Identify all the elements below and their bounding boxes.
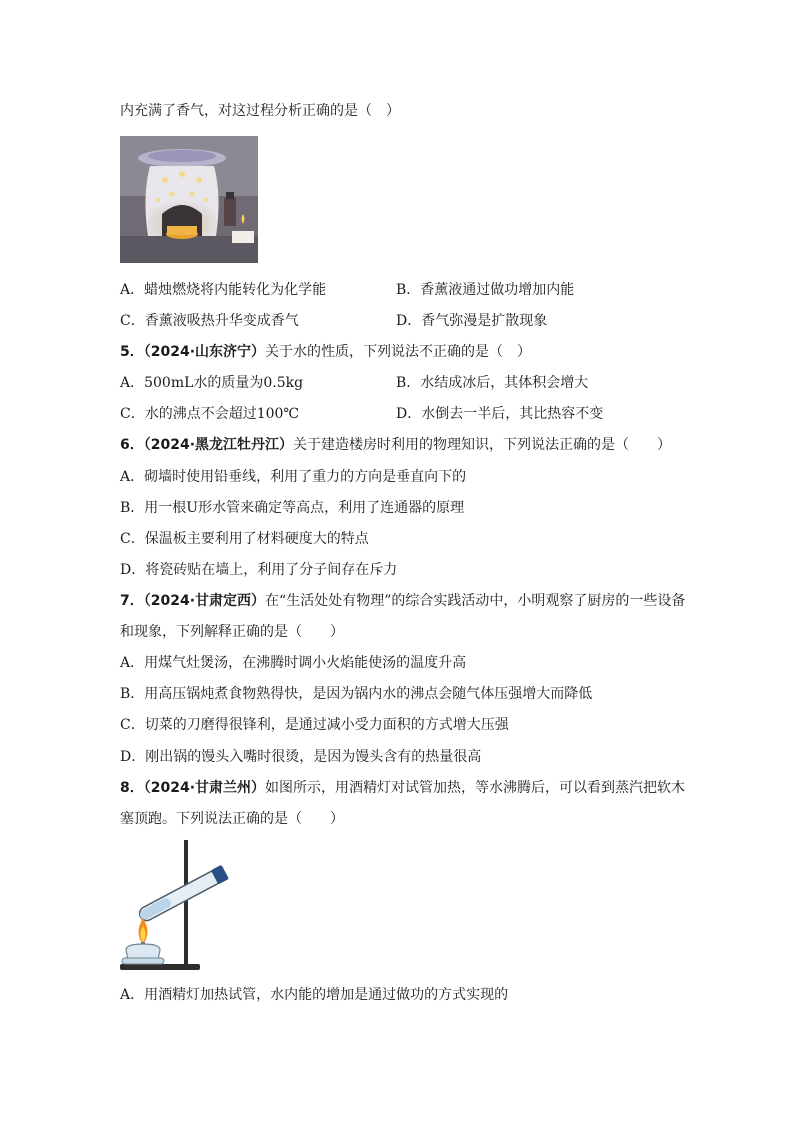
test-tube-heating-diagram [118, 838, 238, 974]
q6-option-b: B．用一根U形水管来确定等高点，利用了连通器的原理 [120, 500, 465, 516]
q7-option-d: D．刚出锅的馒头入嘴时很烫，是因为馒头含有的热量很高 [120, 749, 482, 765]
q7-option-a: A．用煤气灶煲汤，在沸腾时调小火焰能使汤的温度升高 [120, 655, 467, 671]
question-source: （2024·甘肃兰州） [143, 780, 266, 796]
question-text: 在“生活处处有物理”的综合实践活动中，小明观察了厨房的一些设备 [265, 593, 686, 609]
q4-option-d: D．香气弥漫是扩散现象 [396, 313, 548, 329]
question-source: （2024·山东济宁） [143, 344, 266, 360]
question-6-stem [120, 435, 671, 455]
question-number: 7． [120, 593, 144, 609]
question-8-stem [120, 778, 685, 798]
q6-option-d: D．将瓷砖贴在墙上，利用了分子间存在斥力 [120, 562, 398, 578]
question-7-stem [120, 591, 685, 611]
q7-option-b: B．用高压锅炖煮食物熟得快，是因为锅内水的沸点会随气体压强增大而降低 [120, 686, 593, 702]
q6-option-a: A．砌墙时使用铅垂线，利用了重力的方向是垂直向下的 [120, 469, 467, 485]
question-source: （2024·黑龙江牡丹江） [143, 437, 294, 453]
aroma-diffuser-photo [120, 136, 258, 263]
question-text: 关于水的性质，下列说法不正确的是（ ） [265, 344, 532, 360]
q5-option-c: C．水的沸点不会超过100℃ [120, 406, 300, 422]
q8-option-a: A．用酒精灯加热试管，水内能的增加是通过做功的方式实现的 [120, 987, 509, 1003]
question-5-stem [120, 342, 531, 362]
q4-option-a: A．蜡烛燃烧将内能转化为化学能 [120, 282, 327, 298]
question-source: （2024·甘肃定西） [143, 593, 266, 609]
q6-option-c: C．保温板主要利用了材料硬度大的特点 [120, 531, 369, 547]
q5-option-a: A．500mL水的质量为0.5kg [120, 375, 304, 391]
question-number: 8． [120, 780, 144, 796]
question-number: 5． [120, 344, 144, 360]
question-8-stem-cont: 塞顶跑。下列说法正确的是（ ） [120, 811, 344, 827]
question-7-stem-cont: 和现象，下列解释正确的是（ ） [120, 624, 344, 640]
question-4-stem-tail: 内充满了香气，对这过程分析正确的是（ ） [120, 103, 400, 119]
q4-option-c: C．香薰液吸热升华变成香气 [120, 313, 299, 329]
question-text: 如图所示，用酒精灯对试管加热，等水沸腾后，可以看到蒸汽把软木 [265, 780, 686, 796]
q7-option-c: C．切菜的刀磨得很锋利，是通过减小受力面积的方式增大压强 [120, 717, 509, 733]
q4-option-b: B．香薰液通过做功增加内能 [396, 282, 575, 298]
question-text: 关于建造楼房时利用的物理知识，下列说法正确的是（ ） [293, 437, 672, 453]
question-number: 6． [120, 437, 144, 453]
q5-option-d: D．水倒去一半后，其比热容不变 [396, 406, 604, 422]
q5-option-b: B．水结成冰后，其体积会增大 [396, 375, 589, 391]
